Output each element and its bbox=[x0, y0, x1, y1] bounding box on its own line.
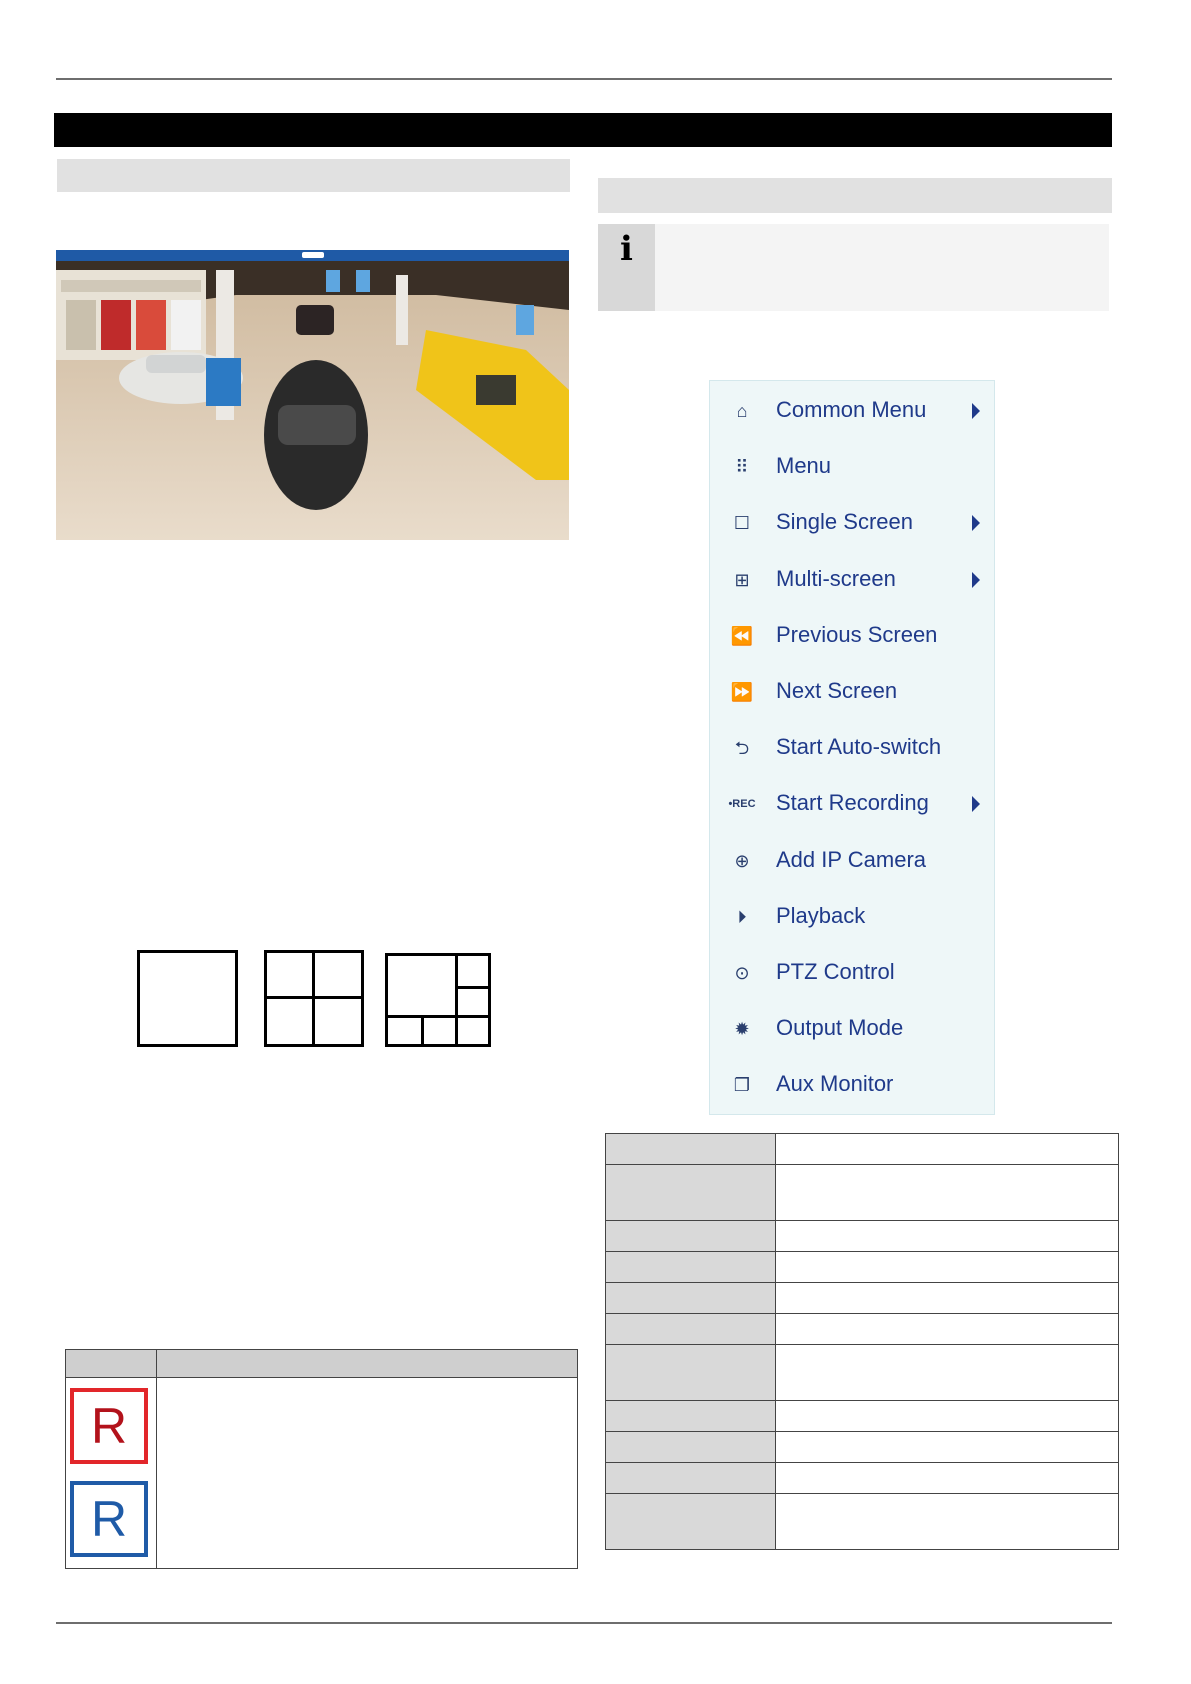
menu-item-label: Common Menu bbox=[776, 397, 927, 422]
table-key-cell bbox=[606, 1432, 776, 1463]
menu-item-previous-screen[interactable] bbox=[710, 608, 996, 664]
play-circle-icon: ⏵ bbox=[737, 906, 747, 927]
menu-item-label: Next Screen bbox=[776, 678, 898, 703]
camera-status-bar bbox=[56, 250, 569, 261]
menu-item-label: Previous Screen bbox=[776, 621, 938, 647]
table-row bbox=[606, 1221, 1119, 1252]
recording-red-badge-icon: R bbox=[70, 1388, 148, 1464]
header-rule bbox=[56, 78, 1112, 80]
rewind-circle-icon: ⏪ bbox=[730, 625, 754, 646]
quad-divider-h bbox=[267, 996, 361, 999]
square-icon: ☐ bbox=[733, 513, 751, 534]
menu-item-multi-screen[interactable] bbox=[710, 552, 996, 608]
menu-item-label: Single Screen bbox=[776, 509, 913, 535]
home-icon: ⌂ bbox=[736, 401, 748, 421]
table-value-cell bbox=[776, 1134, 1119, 1165]
table-header-cell bbox=[157, 1350, 578, 1378]
menu-item-start-auto-switch[interactable] bbox=[710, 720, 996, 776]
table-value-cell bbox=[776, 1283, 1119, 1314]
table-row bbox=[606, 1345, 1119, 1401]
menu-item-common-menu[interactable] bbox=[710, 383, 996, 439]
table-key-cell bbox=[606, 1252, 776, 1283]
abus-logo bbox=[302, 252, 324, 258]
submenu-arrow-icon bbox=[972, 572, 980, 588]
forward-circle-icon: ⏩ bbox=[730, 682, 754, 702]
menu-item-label: PTZ Control bbox=[776, 959, 895, 984]
submenu-arrow-icon bbox=[972, 796, 980, 812]
windows-icon: ❐ bbox=[733, 1075, 751, 1096]
six-divider-v-bottom bbox=[421, 1015, 424, 1044]
section-header-bar bbox=[54, 113, 1112, 147]
table-key-cell bbox=[606, 1283, 776, 1314]
table-key-cell bbox=[606, 1401, 776, 1432]
table-key-cell bbox=[606, 1221, 776, 1252]
table-row bbox=[606, 1165, 1119, 1221]
table-value-cell bbox=[776, 1252, 1119, 1283]
quad-screen-layout-icon bbox=[264, 950, 364, 1047]
menu-item-output-mode[interactable] bbox=[710, 1001, 996, 1057]
menu-item-single-screen[interactable] bbox=[710, 495, 996, 551]
description-cell bbox=[157, 1378, 578, 1569]
menu-item-ptz-control[interactable] bbox=[710, 945, 996, 1001]
table-key-cell bbox=[606, 1463, 776, 1494]
table-row bbox=[606, 1494, 1119, 1550]
table-header-cell bbox=[66, 1350, 157, 1378]
six-divider-h-top bbox=[455, 986, 488, 989]
sun-icon: ✹ bbox=[734, 1019, 750, 1040]
live-view-context-menu bbox=[709, 380, 995, 1115]
table-row bbox=[606, 1283, 1119, 1314]
table-row bbox=[606, 1252, 1119, 1283]
table-value-cell bbox=[776, 1221, 1119, 1252]
table-value-cell bbox=[776, 1165, 1119, 1221]
menu-item-aux-monitor[interactable] bbox=[710, 1057, 996, 1113]
six-divider-h-bottom bbox=[388, 1015, 488, 1018]
menu-item-label: Start Recording bbox=[776, 790, 929, 816]
table-value-cell bbox=[776, 1345, 1119, 1401]
table-value-cell bbox=[776, 1432, 1119, 1463]
table-row bbox=[606, 1401, 1119, 1432]
menu-item-label: Playback bbox=[776, 902, 866, 928]
menu-item-label: Start Auto-switch bbox=[776, 734, 942, 760]
menu-item-label: Add IP Camera bbox=[776, 846, 927, 872]
info-note-box bbox=[598, 224, 1109, 311]
menu-item-label: Multi-screen bbox=[776, 565, 896, 591]
table-value-cell bbox=[776, 1314, 1119, 1345]
menu-item-add-ip-camera[interactable] bbox=[710, 833, 996, 889]
table-row bbox=[606, 1463, 1119, 1494]
rec-icon: •REC bbox=[728, 798, 756, 811]
add-camera-icon: ⊕ bbox=[734, 850, 750, 871]
single-screen-layout-icon bbox=[137, 950, 238, 1047]
table-key-cell bbox=[606, 1134, 776, 1165]
six-screen-layout-icon bbox=[385, 953, 491, 1047]
table-row bbox=[606, 1314, 1119, 1345]
grid-dots-icon: ⠿ bbox=[735, 457, 749, 478]
left-subheading-bar bbox=[57, 159, 570, 192]
menu-item-label: Aux Monitor bbox=[776, 1071, 894, 1097]
menu-item-playback[interactable] bbox=[710, 889, 996, 945]
table-value-cell bbox=[776, 1401, 1119, 1432]
menu-item-menu[interactable] bbox=[710, 439, 996, 495]
auto-switch-icon: ⮌ bbox=[734, 738, 750, 759]
footer-rule bbox=[56, 1622, 1112, 1624]
table-key-cell bbox=[606, 1494, 776, 1550]
menu-description-table bbox=[605, 1133, 1119, 1550]
table-key-cell bbox=[606, 1314, 776, 1345]
table-key-cell bbox=[606, 1345, 776, 1401]
submenu-arrow-icon bbox=[972, 403, 980, 419]
menu-item-label: Menu bbox=[776, 453, 832, 479]
ptz-icon: ⊙ bbox=[734, 963, 750, 983]
table-value-cell bbox=[776, 1463, 1119, 1494]
menu-item-next-screen[interactable] bbox=[710, 664, 996, 720]
camera-scene bbox=[56, 250, 569, 540]
table-value-cell bbox=[776, 1494, 1119, 1550]
table-row bbox=[606, 1134, 1119, 1165]
six-divider-v-main bbox=[455, 956, 458, 1044]
submenu-arrow-icon bbox=[972, 515, 980, 531]
info-icon: i bbox=[598, 224, 655, 311]
live-view-camera-image bbox=[56, 250, 569, 540]
right-subheading-bar bbox=[598, 178, 1112, 213]
table-row bbox=[606, 1432, 1119, 1463]
quad-grid-icon: ⊞ bbox=[734, 569, 750, 590]
recording-blue-badge-icon: R bbox=[70, 1481, 148, 1557]
menu-item-label: Output Mode bbox=[776, 1015, 904, 1041]
menu-item-start-recording[interactable] bbox=[710, 776, 996, 832]
table-header-row bbox=[66, 1350, 578, 1378]
table-key-cell bbox=[606, 1165, 776, 1221]
